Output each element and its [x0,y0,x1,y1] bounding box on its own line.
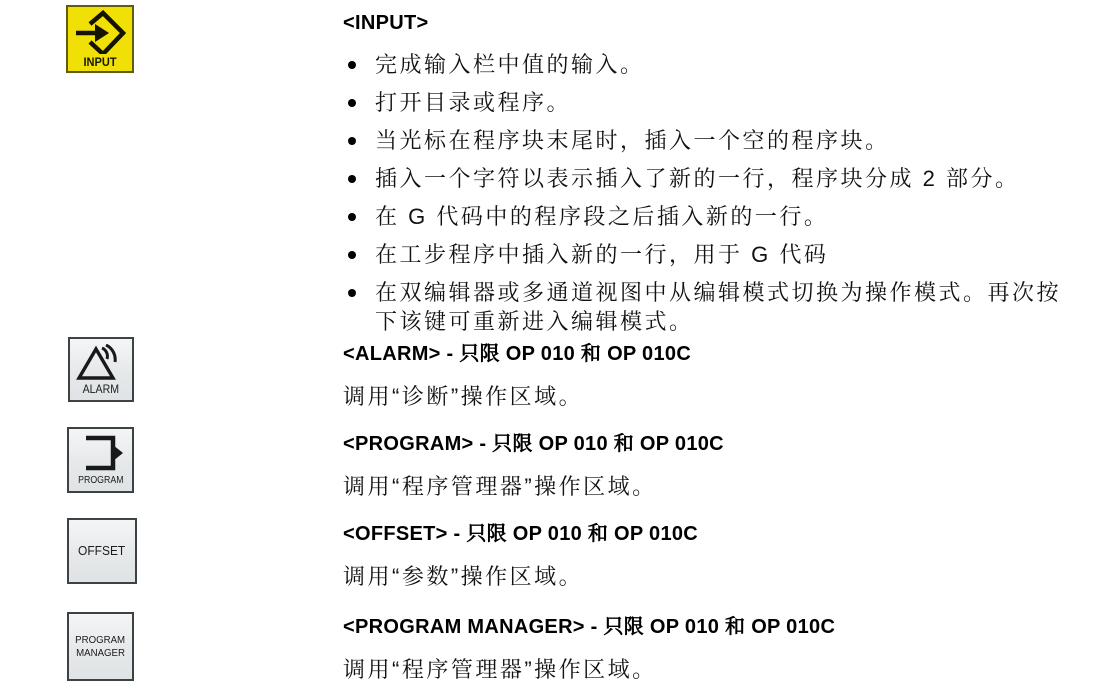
program-icon [73,433,129,473]
section-offset [343,521,1103,591]
bullet-item: 在 G 代码中的程序段之后插入新的一行。 [343,202,1083,231]
alarm-triangle-icon [74,344,128,382]
offset-heading: <OFFSET> - 只限 OP 010 和 OP 010C [343,523,699,545]
program-manager-description: 调用“程序管理器”操作区域。 [343,657,657,682]
input-key-icon [72,10,128,54]
input-heading: <INPUT> [343,12,429,34]
section-input [343,10,1103,345]
program-manager-key-label-line2: MANAGER [76,646,125,659]
bullet-item: 在双编辑器或多通道视图中从编辑模式切换为操作模式。再次按下该键可重新进入编辑模式。 [343,278,1083,336]
alarm-key [68,337,134,402]
section-alarm [343,341,1103,411]
bullet-item: 插入一个字符以表示插入了新的一行，程序块分成 2 部分。 [343,164,1083,193]
input-bullet-list [343,50,1083,336]
alarm-description: 调用“诊断”操作区域。 [343,384,584,409]
bullet-item: 打开目录或程序。 [343,88,1083,117]
program-manager-key [67,612,134,681]
alarm-key-label: ALARM [82,383,120,396]
offset-description: 调用“参数”操作区域。 [343,564,584,589]
bullet-item: 在工步程序中插入新的一行，用于 G 代码 [343,240,1083,269]
program-key-label: PROGRAM [77,475,124,486]
input-key [66,5,134,73]
program-description: 调用“程序管理器”操作区域。 [343,474,657,499]
program-heading: <PROGRAM> - 只限 OP 010 和 OP 010C [343,433,724,455]
offset-key-label: OFFSET [78,543,126,558]
offset-key [67,518,137,584]
program-manager-key-label-line1: PROGRAM [75,633,126,646]
program-key [67,427,134,493]
bullet-item: 完成输入栏中值的输入。 [343,50,1083,79]
alarm-heading: <ALARM> - 只限 OP 010 和 OP 010C [343,343,692,365]
bullet-item: 当光标在程序块末尾时，插入一个空的程序块。 [343,126,1083,155]
input-key-label: INPUT [83,55,117,69]
program-manager-heading: <PROGRAM MANAGER> - 只限 OP 010 和 OP 010C [343,616,836,638]
section-program-manager [343,614,1103,684]
section-program [343,431,1103,501]
